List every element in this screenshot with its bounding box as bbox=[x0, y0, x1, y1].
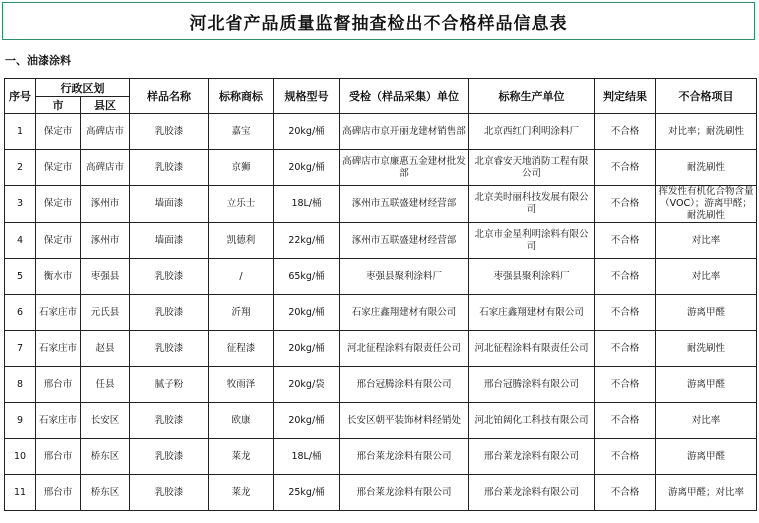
header-index: 序号 bbox=[5, 79, 36, 114]
cell-verdict: 不合格 bbox=[595, 367, 656, 403]
cell-index: 10 bbox=[5, 439, 36, 475]
cell-failed-items: 游离甲醛 bbox=[656, 439, 757, 475]
cell-county: 桥东区 bbox=[81, 439, 130, 475]
cell-inspected-unit: 高碑店市京廉惠五金建材批发部 bbox=[340, 150, 469, 186]
cell-county: 赵县 bbox=[81, 331, 130, 367]
cell-product: 墙面漆 bbox=[130, 186, 209, 223]
cell-index: 11 bbox=[5, 475, 36, 511]
table-row bbox=[5, 295, 757, 331]
header-failed-items: 不合格项目 bbox=[656, 79, 757, 114]
cell-index: 3 bbox=[5, 186, 36, 223]
cell-verdict: 不合格 bbox=[595, 439, 656, 475]
table-row bbox=[5, 150, 757, 186]
cell-manufacturer: 河北铂阔化工科技有限公司 bbox=[469, 403, 595, 439]
cell-index: 2 bbox=[5, 150, 36, 186]
cell-city: 邢台市 bbox=[36, 367, 81, 403]
cell-county: 桥东区 bbox=[81, 475, 130, 511]
cell-verdict: 不合格 bbox=[595, 331, 656, 367]
cell-manufacturer: 邢台莱龙涂料有限公司 bbox=[469, 439, 595, 475]
cell-inspected-unit: 高碑店市京开丽龙建材销售部 bbox=[340, 114, 469, 150]
cell-spec: 20kg/桶 bbox=[274, 114, 340, 150]
table-row bbox=[5, 475, 757, 511]
cell-county: 长安区 bbox=[81, 403, 130, 439]
cell-product: 乳胶漆 bbox=[130, 150, 209, 186]
cell-product: 乳胶漆 bbox=[130, 114, 209, 150]
cell-product: 乳胶漆 bbox=[130, 403, 209, 439]
cell-verdict: 不合格 bbox=[595, 259, 656, 295]
cell-brand: 欧康 bbox=[209, 403, 274, 439]
table-row bbox=[5, 367, 757, 403]
cell-brand: 立乐士 bbox=[209, 186, 274, 223]
section-heading: 一、油漆涂料 bbox=[5, 54, 71, 67]
cell-spec: 25kg/桶 bbox=[274, 475, 340, 511]
cell-brand: 嘉宝 bbox=[209, 114, 274, 150]
cell-spec: 20kg/袋 bbox=[274, 367, 340, 403]
cell-failed-items: 游离甲醛 bbox=[656, 295, 757, 331]
cell-verdict: 不合格 bbox=[595, 475, 656, 511]
table-header-row bbox=[5, 79, 757, 97]
sample-table bbox=[4, 78, 757, 511]
cell-failed-items: 对比率 bbox=[656, 259, 757, 295]
header-spec: 规格型号 bbox=[274, 79, 340, 114]
cell-inspected-unit: 邢台冠腾涂料有限公司 bbox=[340, 367, 469, 403]
cell-brand: 莱龙 bbox=[209, 475, 274, 511]
cell-brand: 凯德利 bbox=[209, 223, 274, 259]
cell-county: 枣强县 bbox=[81, 259, 130, 295]
header-verdict: 判定结果 bbox=[595, 79, 656, 114]
cell-county: 高碑店市 bbox=[81, 150, 130, 186]
cell-index: 5 bbox=[5, 259, 36, 295]
cell-product: 乳胶漆 bbox=[130, 331, 209, 367]
cell-city: 邢台市 bbox=[36, 439, 81, 475]
table-row bbox=[5, 114, 757, 150]
table-body bbox=[5, 114, 757, 511]
cell-county: 任县 bbox=[81, 367, 130, 403]
cell-brand: 沂翔 bbox=[209, 295, 274, 331]
cell-verdict: 不合格 bbox=[595, 295, 656, 331]
header-region: 行政区划 bbox=[36, 79, 130, 97]
cell-product: 乳胶漆 bbox=[130, 295, 209, 331]
cell-product: 墙面漆 bbox=[130, 223, 209, 259]
title-bar bbox=[2, 2, 755, 40]
table-row bbox=[5, 186, 757, 223]
cell-city: 石家庄市 bbox=[36, 331, 81, 367]
cell-index: 7 bbox=[5, 331, 36, 367]
cell-brand: 莱龙 bbox=[209, 439, 274, 475]
cell-city: 石家庄市 bbox=[36, 295, 81, 331]
cell-failed-items: 挥发性有机化合物含量（VOC）；游离甲醛；耐洗刷性 bbox=[656, 186, 757, 223]
cell-manufacturer: 石家庄鑫翔建材有限公司 bbox=[469, 295, 595, 331]
cell-brand: 征程漆 bbox=[209, 331, 274, 367]
cell-verdict: 不合格 bbox=[595, 114, 656, 150]
header-brand: 标称商标 bbox=[209, 79, 274, 114]
cell-inspected-unit: 石家庄鑫翔建材有限公司 bbox=[340, 295, 469, 331]
cell-brand: 牧雨泽 bbox=[209, 367, 274, 403]
cell-index: 8 bbox=[5, 367, 36, 403]
cell-product: 乳胶漆 bbox=[130, 475, 209, 511]
cell-inspected-unit: 涿州市五联盛建材经营部 bbox=[340, 223, 469, 259]
cell-product: 腻子粉 bbox=[130, 367, 209, 403]
cell-inspected-unit: 长安区朝平装饰材料经销处 bbox=[340, 403, 469, 439]
table-row bbox=[5, 439, 757, 475]
table-row bbox=[5, 223, 757, 259]
cell-failed-items: 对比率；耐洗刷性 bbox=[656, 114, 757, 150]
cell-verdict: 不合格 bbox=[595, 403, 656, 439]
cell-city: 衡水市 bbox=[36, 259, 81, 295]
cell-index: 6 bbox=[5, 295, 36, 331]
cell-failed-items: 游离甲醛 bbox=[656, 367, 757, 403]
cell-failed-items: 耐洗刷性 bbox=[656, 331, 757, 367]
cell-manufacturer: 邢台冠腾涂料有限公司 bbox=[469, 367, 595, 403]
cell-manufacturer: 北京睿安天地消防工程有限公司 bbox=[469, 150, 595, 186]
header-county: 县区 bbox=[81, 97, 130, 114]
cell-product: 乳胶漆 bbox=[130, 259, 209, 295]
cell-verdict: 不合格 bbox=[595, 223, 656, 259]
cell-failed-items: 对比率 bbox=[656, 223, 757, 259]
cell-manufacturer: 河北征程涂料有限责任公司 bbox=[469, 331, 595, 367]
cell-city: 邢台市 bbox=[36, 475, 81, 511]
cell-verdict: 不合格 bbox=[595, 186, 656, 223]
cell-county: 涿州市 bbox=[81, 223, 130, 259]
cell-city: 石家庄市 bbox=[36, 403, 81, 439]
header-city: 市 bbox=[36, 97, 81, 114]
cell-index: 4 bbox=[5, 223, 36, 259]
cell-inspected-unit: 枣强县聚利涂料厂 bbox=[340, 259, 469, 295]
page-title: 河北省产品质量监督抽查检出不合格样品信息表 bbox=[189, 13, 568, 34]
cell-inspected-unit: 涿州市五联盛建材经营部 bbox=[340, 186, 469, 223]
cell-city: 保定市 bbox=[36, 223, 81, 259]
header-inspected-unit: 受检（样品采集）单位 bbox=[340, 79, 469, 114]
cell-brand: 京狮 bbox=[209, 150, 274, 186]
cell-city: 保定市 bbox=[36, 114, 81, 150]
header-product: 样品名称 bbox=[130, 79, 209, 114]
table-row bbox=[5, 331, 757, 367]
cell-failed-items: 耐洗刷性 bbox=[656, 150, 757, 186]
cell-spec: 22kg/桶 bbox=[274, 223, 340, 259]
cell-inspected-unit: 邢台莱龙涂料有限公司 bbox=[340, 439, 469, 475]
cell-manufacturer: 枣强县聚利涂料厂 bbox=[469, 259, 595, 295]
cell-index: 9 bbox=[5, 403, 36, 439]
cell-index: 1 bbox=[5, 114, 36, 150]
cell-failed-items: 对比率 bbox=[656, 403, 757, 439]
cell-city: 保定市 bbox=[36, 186, 81, 223]
table-row bbox=[5, 403, 757, 439]
cell-product: 乳胶漆 bbox=[130, 439, 209, 475]
cell-spec: 18L/桶 bbox=[274, 186, 340, 223]
cell-spec: 20kg/桶 bbox=[274, 331, 340, 367]
table-row bbox=[5, 259, 757, 295]
cell-county: 元氏县 bbox=[81, 295, 130, 331]
cell-verdict: 不合格 bbox=[595, 150, 656, 186]
cell-spec: 18L/桶 bbox=[274, 439, 340, 475]
cell-failed-items: 游离甲醛；对比率 bbox=[656, 475, 757, 511]
cell-brand: / bbox=[209, 259, 274, 295]
cell-manufacturer: 邢台莱龙涂料有限公司 bbox=[469, 475, 595, 511]
cell-spec: 20kg/桶 bbox=[274, 403, 340, 439]
cell-city: 保定市 bbox=[36, 150, 81, 186]
cell-spec: 20kg/桶 bbox=[274, 150, 340, 186]
cell-manufacturer: 北京市金星利明涂料有限公司 bbox=[469, 223, 595, 259]
cell-county: 高碑店市 bbox=[81, 114, 130, 150]
cell-spec: 65kg/桶 bbox=[274, 259, 340, 295]
cell-county: 涿州市 bbox=[81, 186, 130, 223]
cell-inspected-unit: 河北征程涂料有限责任公司 bbox=[340, 331, 469, 367]
cell-spec: 20kg/桶 bbox=[274, 295, 340, 331]
cell-manufacturer: 北京美时丽科技发展有限公司 bbox=[469, 186, 595, 223]
cell-manufacturer: 北京西红门利明涂料厂 bbox=[469, 114, 595, 150]
header-manufacturer: 标称生产单位 bbox=[469, 79, 595, 114]
cell-inspected-unit: 邢台莱龙涂料有限公司 bbox=[340, 475, 469, 511]
